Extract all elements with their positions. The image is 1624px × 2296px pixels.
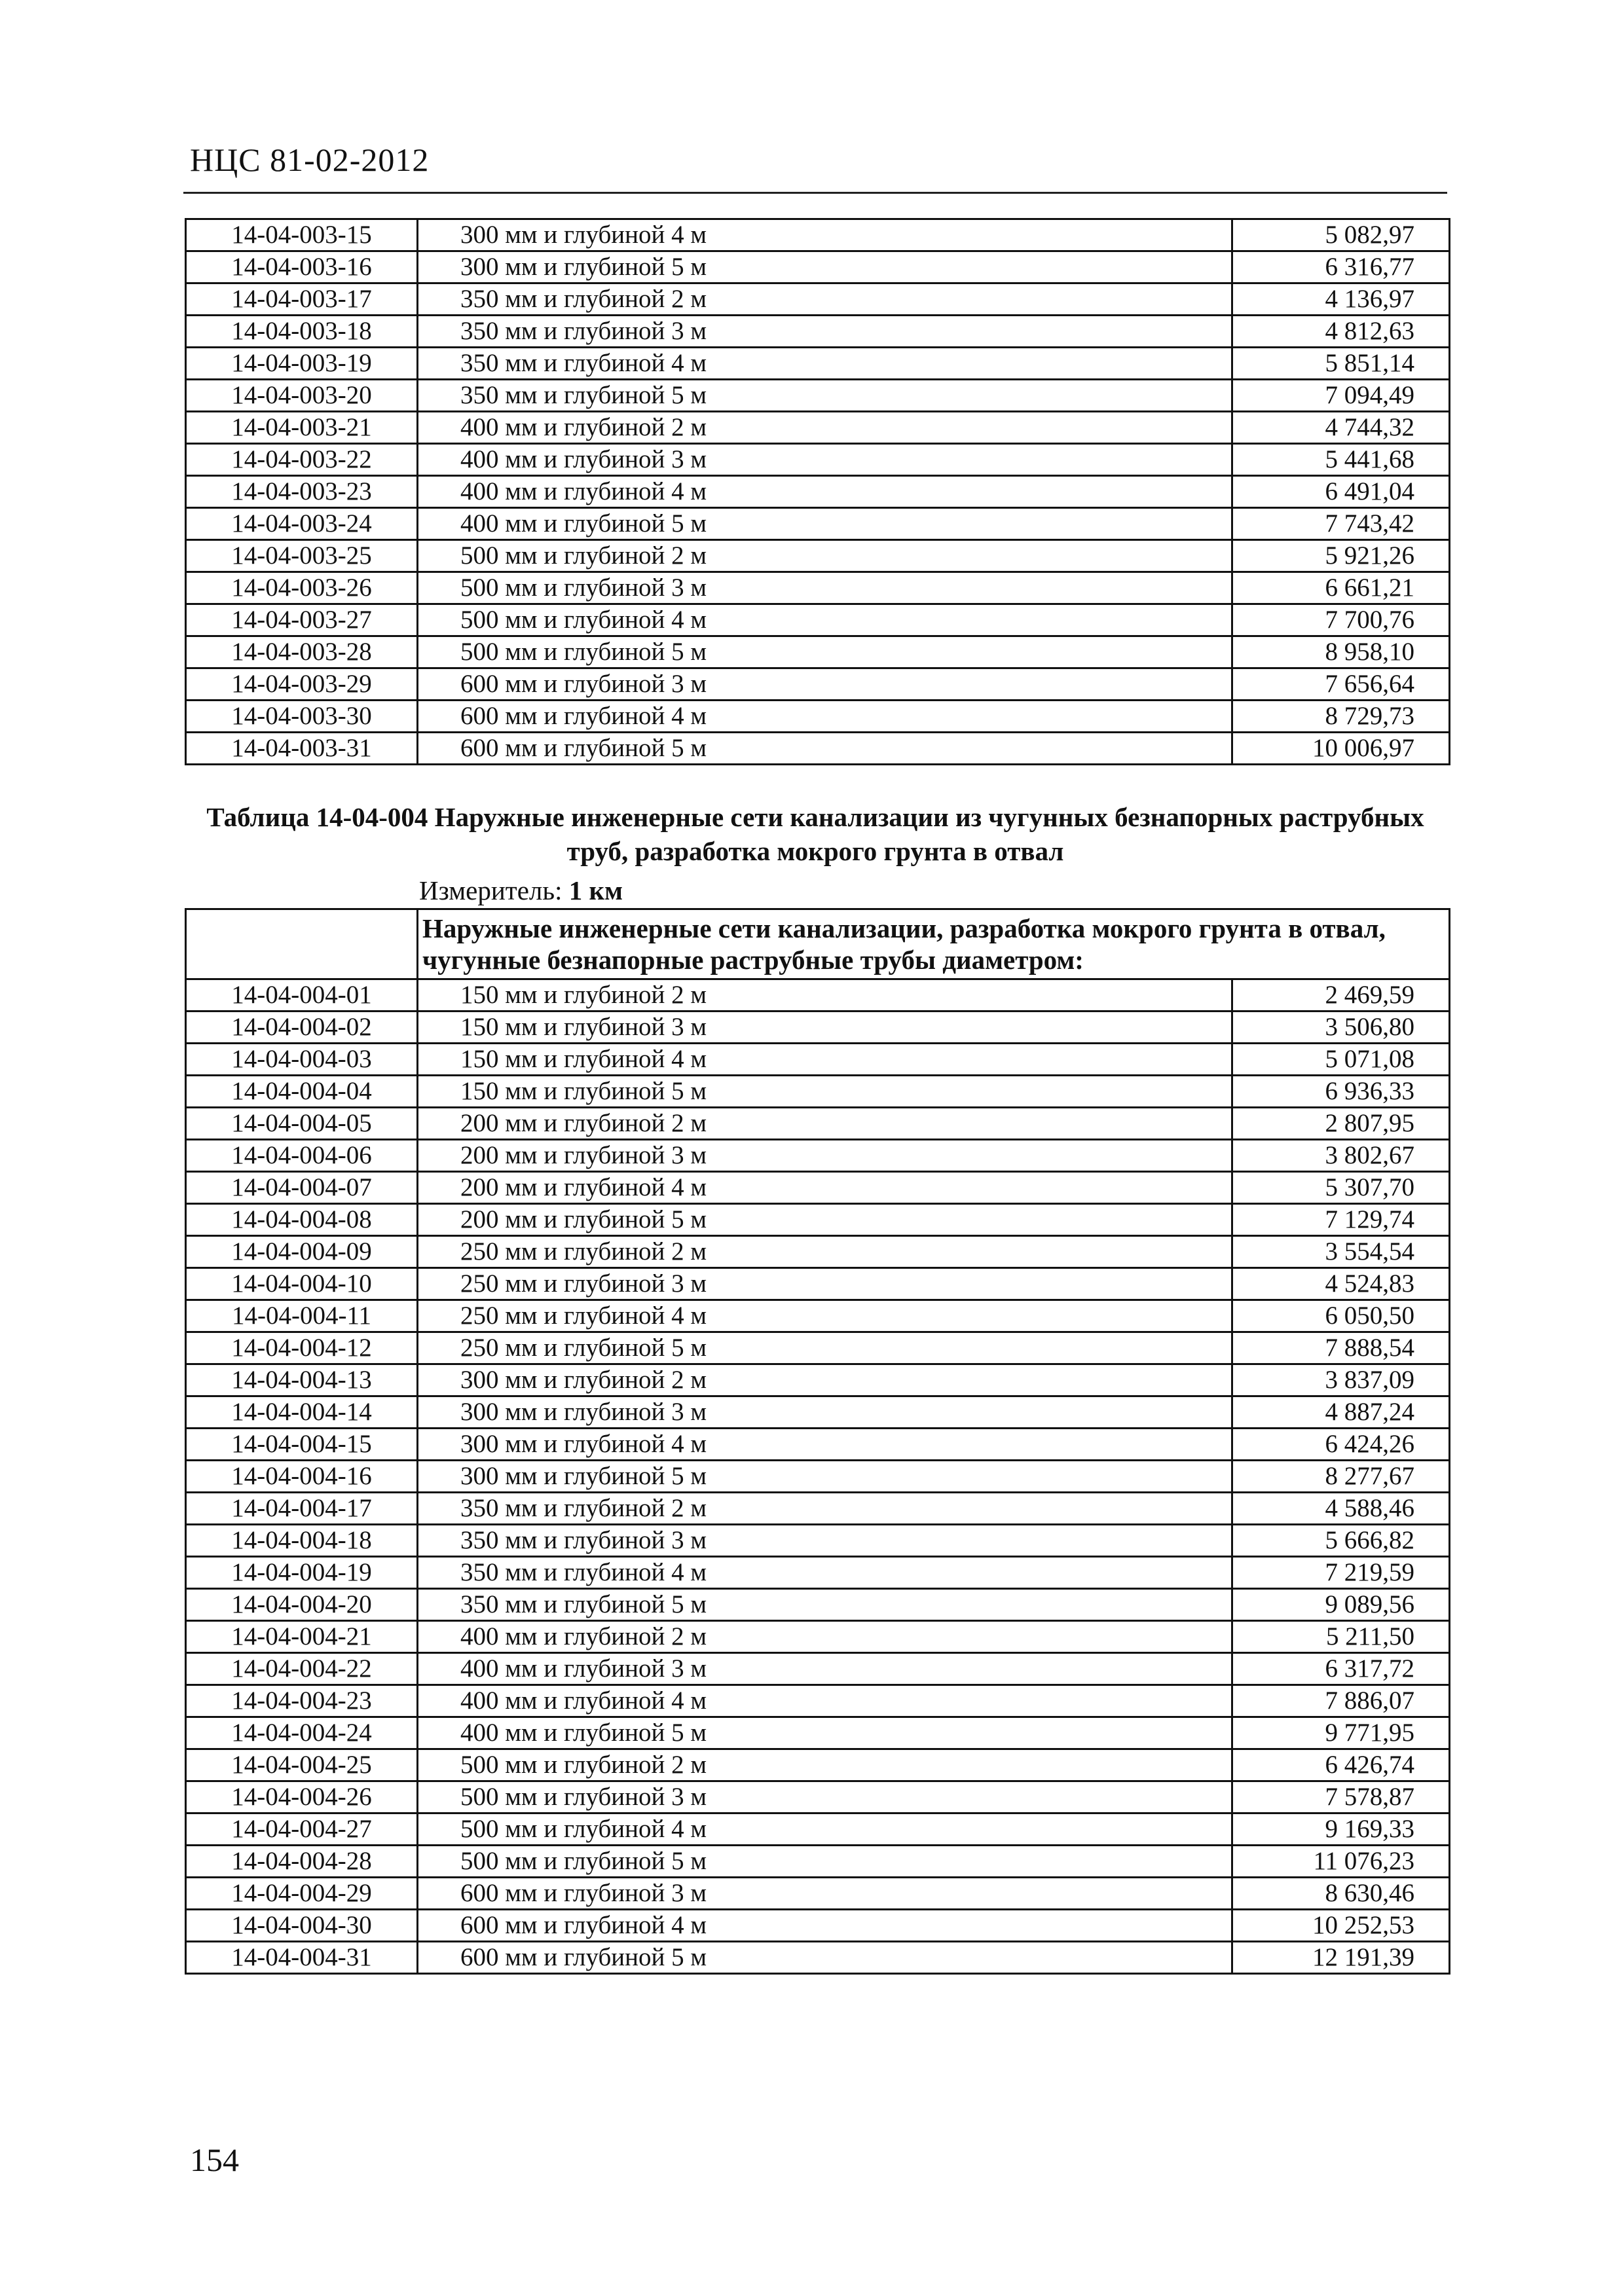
- price-value: 6 426,74: [1232, 1749, 1450, 1781]
- rate-code: 14-04-004-20: [186, 1589, 418, 1621]
- rate-code: 14-04-004-01: [186, 979, 418, 1011]
- description: 500 мм и глубиной 4 м: [418, 604, 1232, 636]
- table-row: [186, 1589, 1450, 1621]
- description: 400 мм и глубиной 3 м: [418, 444, 1232, 476]
- price-value: 6 317,72: [1232, 1653, 1450, 1685]
- price-value: 8 277,67: [1232, 1461, 1450, 1493]
- table-row: [186, 733, 1450, 765]
- rate-code: 14-04-003-31: [186, 733, 418, 765]
- description: 600 мм и глубиной 4 м: [418, 701, 1232, 733]
- table-row: [186, 604, 1450, 636]
- description: 150 мм и глубиной 5 м: [418, 1076, 1232, 1108]
- rate-code: 14-04-003-28: [186, 636, 418, 668]
- price-value: 6 661,21: [1232, 572, 1450, 604]
- table-row: [186, 1781, 1450, 1813]
- page-number: 154: [190, 2141, 239, 2178]
- rate-code: 14-04-004-12: [186, 1332, 418, 1364]
- table2-body: [186, 909, 1450, 1974]
- description: 600 мм и глубиной 5 м: [418, 1942, 1232, 1974]
- description: 300 мм и глубиной 5 м: [418, 251, 1232, 283]
- price-value: 3 837,09: [1232, 1364, 1450, 1396]
- table-row: [186, 1172, 1450, 1204]
- table-14-04-003-continued: [185, 218, 1450, 765]
- rate-code: 14-04-004-24: [186, 1717, 418, 1749]
- description: 500 мм и глубиной 2 м: [418, 1749, 1232, 1781]
- rate-code: 14-04-004-16: [186, 1461, 418, 1493]
- rate-code: 14-04-004-15: [186, 1429, 418, 1461]
- table-row: [186, 1108, 1450, 1140]
- price-value: 6 424,26: [1232, 1429, 1450, 1461]
- table-row: [186, 283, 1450, 316]
- description: 500 мм и глубиной 2 м: [418, 540, 1232, 572]
- table-row: [186, 1300, 1450, 1332]
- price-value: 11 076,23: [1232, 1846, 1450, 1878]
- description: 150 мм и глубиной 3 м: [418, 1011, 1232, 1044]
- price-value: 6 936,33: [1232, 1076, 1450, 1108]
- rate-code: 14-04-003-17: [186, 283, 418, 316]
- description: 500 мм и глубиной 4 м: [418, 1813, 1232, 1846]
- rate-code: 14-04-004-26: [186, 1781, 418, 1813]
- description: 600 мм и глубиной 4 м: [418, 1910, 1232, 1942]
- description: 200 мм и глубиной 3 м: [418, 1140, 1232, 1172]
- table-row: [186, 1749, 1450, 1781]
- table-row: [186, 1076, 1450, 1108]
- description: 250 мм и глубиной 4 м: [418, 1300, 1232, 1332]
- description: 350 мм и глубиной 2 м: [418, 1493, 1232, 1525]
- price-value: 5 071,08: [1232, 1044, 1450, 1076]
- price-value: 6 050,50: [1232, 1300, 1450, 1332]
- table-row: [186, 1429, 1450, 1461]
- table-row: [186, 668, 1450, 701]
- price-value: 5 307,70: [1232, 1172, 1450, 1204]
- rate-code: 14-04-003-22: [186, 444, 418, 476]
- description: 250 мм и глубиной 3 м: [418, 1268, 1232, 1300]
- description: 500 мм и глубиной 3 м: [418, 572, 1232, 604]
- rate-code: 14-04-004-08: [186, 1204, 418, 1236]
- description: 400 мм и глубиной 4 м: [418, 476, 1232, 508]
- table-row: [186, 316, 1450, 348]
- table2-title: Таблица 14-04-004 Наружные инженерные сети канализации из чугунных безнапорных раструбных труб, разработка мокрого грунта в отвал: [206, 802, 1424, 866]
- price-value: 5 666,82: [1232, 1525, 1450, 1557]
- rate-code: 14-04-003-15: [186, 219, 418, 251]
- description: 300 мм и глубиной 4 м: [418, 1429, 1232, 1461]
- rate-code: 14-04-003-23: [186, 476, 418, 508]
- rate-code: 14-04-003-30: [186, 701, 418, 733]
- table-row: [186, 251, 1450, 283]
- rate-code: 14-04-004-03: [186, 1044, 418, 1076]
- price-value: 3 802,67: [1232, 1140, 1450, 1172]
- measure-label: Измеритель:: [419, 875, 563, 905]
- description: 500 мм и глубиной 3 м: [418, 1781, 1232, 1813]
- description: 300 мм и глубиной 3 м: [418, 1396, 1232, 1429]
- rate-code: 14-04-003-21: [186, 412, 418, 444]
- description: 600 мм и глубиной 5 м: [418, 733, 1232, 765]
- price-value: 10 252,53: [1232, 1910, 1450, 1942]
- table-row: [186, 1942, 1450, 1974]
- table-row: [186, 1910, 1450, 1942]
- table-row: [186, 1332, 1450, 1364]
- price-value: 5 851,14: [1232, 348, 1450, 380]
- rate-code: 14-04-004-22: [186, 1653, 418, 1685]
- description: 300 мм и глубиной 4 м: [418, 219, 1232, 251]
- price-value: 9 169,33: [1232, 1813, 1450, 1846]
- description: 300 мм и глубиной 2 м: [418, 1364, 1232, 1396]
- table-row: [186, 1717, 1450, 1749]
- rate-code: 14-04-004-21: [186, 1621, 418, 1653]
- price-value: 9 089,56: [1232, 1589, 1450, 1621]
- rate-code: 14-04-003-25: [186, 540, 418, 572]
- price-value: 4 524,83: [1232, 1268, 1450, 1300]
- table-row: [186, 701, 1450, 733]
- description: 350 мм и глубиной 2 м: [418, 283, 1232, 316]
- price-value: 4 136,97: [1232, 283, 1450, 316]
- price-value: 2 807,95: [1232, 1108, 1450, 1140]
- rate-code: 14-04-004-30: [186, 1910, 418, 1942]
- price-value: 7 700,76: [1232, 604, 1450, 636]
- rate-code: 14-04-004-19: [186, 1557, 418, 1589]
- table-row: [186, 540, 1450, 572]
- table-row: [186, 412, 1450, 444]
- table-row: [186, 1461, 1450, 1493]
- description: 350 мм и глубиной 3 м: [418, 316, 1232, 348]
- rate-code: 14-04-004-10: [186, 1268, 418, 1300]
- description: 350 мм и глубиной 4 м: [418, 348, 1232, 380]
- rate-code: 14-04-003-16: [186, 251, 418, 283]
- rate-code: 14-04-004-27: [186, 1813, 418, 1846]
- header-empty-cell: [186, 909, 418, 979]
- price-value: 5 921,26: [1232, 540, 1450, 572]
- rate-code: 14-04-003-24: [186, 508, 418, 540]
- rate-code: 14-04-004-31: [186, 1942, 418, 1974]
- rate-code: 14-04-003-27: [186, 604, 418, 636]
- rate-code: 14-04-004-07: [186, 1172, 418, 1204]
- table-row: [186, 476, 1450, 508]
- price-value: 6 491,04: [1232, 476, 1450, 508]
- price-value: 7 578,87: [1232, 1781, 1450, 1813]
- rate-code: 14-04-004-06: [186, 1140, 418, 1172]
- description: 400 мм и глубиной 2 м: [418, 1621, 1232, 1653]
- table-row: [186, 1525, 1450, 1557]
- description: 150 мм и глубиной 2 м: [418, 979, 1232, 1011]
- description: 150 мм и глубиной 4 м: [418, 1044, 1232, 1076]
- rate-code: 14-04-003-20: [186, 380, 418, 412]
- table2-header-row: [186, 909, 1450, 979]
- rate-code: 14-04-004-13: [186, 1364, 418, 1396]
- table2-header: Наружные инженерные сети канализации, разработка мокрого грунта в отвал, чугунные безнапорные раструбные трубы диаметром:: [418, 909, 1450, 979]
- price-value: 4 588,46: [1232, 1493, 1450, 1525]
- description: 500 мм и глубиной 5 м: [418, 1846, 1232, 1878]
- table-row: [186, 979, 1450, 1011]
- table-row: [186, 1846, 1450, 1878]
- description: 400 мм и глубиной 3 м: [418, 1653, 1232, 1685]
- table-row: [186, 1557, 1450, 1589]
- price-value: 7 219,59: [1232, 1557, 1450, 1589]
- price-value: 4 887,24: [1232, 1396, 1450, 1429]
- rate-code: 14-04-004-23: [186, 1685, 418, 1717]
- table-row: [186, 572, 1450, 604]
- table-row: [186, 1813, 1450, 1846]
- table-row: [186, 348, 1450, 380]
- table-row: [186, 1140, 1450, 1172]
- table-row: [186, 1268, 1450, 1300]
- description: 400 мм и глубиной 4 м: [418, 1685, 1232, 1717]
- table-row: [186, 1396, 1450, 1429]
- rate-code: 14-04-004-09: [186, 1236, 418, 1268]
- price-value: 3 506,80: [1232, 1011, 1450, 1044]
- description: 250 мм и глубиной 5 м: [418, 1332, 1232, 1364]
- description: 400 мм и глубиной 5 м: [418, 1717, 1232, 1749]
- description: 500 мм и глубиной 5 м: [418, 636, 1232, 668]
- description: 200 мм и глубиной 5 м: [418, 1204, 1232, 1236]
- price-value: 4 812,63: [1232, 316, 1450, 348]
- rate-code: 14-04-004-17: [186, 1493, 418, 1525]
- description: 400 мм и глубиной 2 м: [418, 412, 1232, 444]
- price-value: 4 744,32: [1232, 412, 1450, 444]
- price-value: 7 743,42: [1232, 508, 1450, 540]
- table-row: [186, 1044, 1450, 1076]
- price-value: 8 630,46: [1232, 1878, 1450, 1910]
- table-row: [186, 1493, 1450, 1525]
- price-value: 12 191,39: [1232, 1942, 1450, 1974]
- description: 350 мм и глубиной 5 м: [418, 1589, 1232, 1621]
- rate-code: 14-04-004-25: [186, 1749, 418, 1781]
- table-row: [186, 1685, 1450, 1717]
- rate-code: 14-04-004-11: [186, 1300, 418, 1332]
- price-value: 10 006,97: [1232, 733, 1450, 765]
- description: 200 мм и глубиной 4 м: [418, 1172, 1232, 1204]
- header-rule: [183, 192, 1447, 194]
- description: 350 мм и глубиной 4 м: [418, 1557, 1232, 1589]
- description: 600 мм и глубиной 3 м: [418, 668, 1232, 701]
- rate-code: 14-04-004-14: [186, 1396, 418, 1429]
- price-value: 2 469,59: [1232, 979, 1450, 1011]
- rate-code: 14-04-004-28: [186, 1846, 418, 1878]
- table-row: [186, 1236, 1450, 1268]
- table-row: [186, 1621, 1450, 1653]
- price-value: 7 129,74: [1232, 1204, 1450, 1236]
- description: 250 мм и глубиной 2 м: [418, 1236, 1232, 1268]
- measure-unit: [419, 875, 623, 906]
- rate-code: 14-04-004-18: [186, 1525, 418, 1557]
- rate-code: 14-04-004-02: [186, 1011, 418, 1044]
- price-value: 7 888,54: [1232, 1332, 1450, 1364]
- price-value: 8 729,73: [1232, 701, 1450, 733]
- table-row: [186, 219, 1450, 251]
- description: 300 мм и глубиной 5 м: [418, 1461, 1232, 1493]
- table-row: [186, 1011, 1450, 1044]
- description: 350 мм и глубиной 5 м: [418, 380, 1232, 412]
- price-value: 6 316,77: [1232, 251, 1450, 283]
- price-value: 5 211,50: [1232, 1621, 1450, 1653]
- table-row: [186, 1204, 1450, 1236]
- description: 200 мм и глубиной 2 м: [418, 1108, 1232, 1140]
- table-row: [186, 1653, 1450, 1685]
- rate-code: 14-04-004-29: [186, 1878, 418, 1910]
- price-value: 7 886,07: [1232, 1685, 1450, 1717]
- table-row: [186, 380, 1450, 412]
- description: 600 мм и глубиной 3 м: [418, 1878, 1232, 1910]
- table-row: [186, 1878, 1450, 1910]
- rate-code: 14-04-004-05: [186, 1108, 418, 1140]
- price-value: 5 441,68: [1232, 444, 1450, 476]
- rate-code: 14-04-004-04: [186, 1076, 418, 1108]
- table-row: [186, 444, 1450, 476]
- table-14-04-004: [185, 908, 1450, 1975]
- price-value: 3 554,54: [1232, 1236, 1450, 1268]
- rate-code: 14-04-003-29: [186, 668, 418, 701]
- rate-code: 14-04-003-19: [186, 348, 418, 380]
- price-value: 8 958,10: [1232, 636, 1450, 668]
- table1-body: [186, 219, 1450, 765]
- table-row: [186, 508, 1450, 540]
- price-value: 9 771,95: [1232, 1717, 1450, 1749]
- rate-code: 14-04-003-26: [186, 572, 418, 604]
- rate-code: 14-04-003-18: [186, 316, 418, 348]
- price-value: 7 094,49: [1232, 380, 1450, 412]
- price-value: 7 656,64: [1232, 668, 1450, 701]
- table-row: [186, 1364, 1450, 1396]
- table-row: [186, 636, 1450, 668]
- measure-value: 1 км: [568, 875, 623, 905]
- price-value: 5 082,97: [1232, 219, 1450, 251]
- description: 350 мм и глубиной 3 м: [418, 1525, 1232, 1557]
- page-header: НЦС 81-02-2012: [190, 141, 430, 178]
- description: 400 мм и глубиной 5 м: [418, 508, 1232, 540]
